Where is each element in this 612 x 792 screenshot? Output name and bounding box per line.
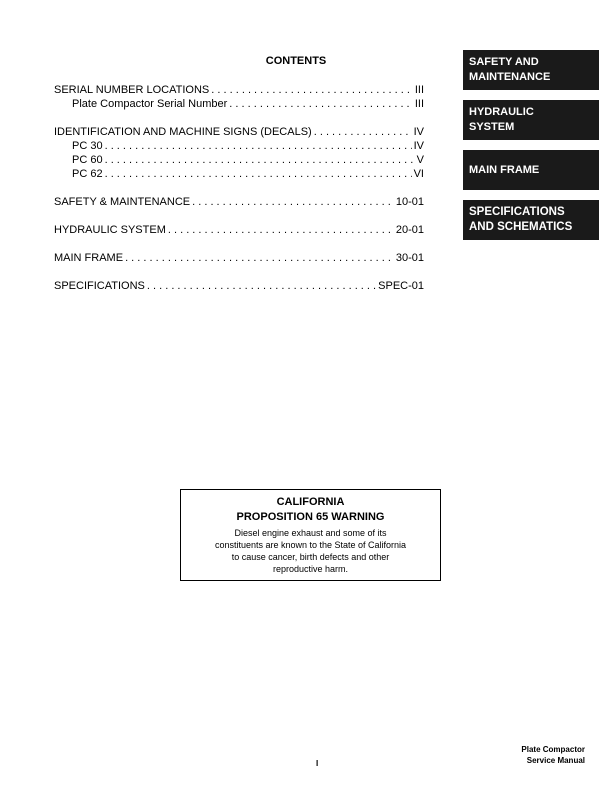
toc-entry-page: III	[414, 84, 424, 96]
tab-hydraulic-system[interactable]	[463, 100, 599, 140]
toc-group	[54, 83, 424, 111]
tab-main-frame[interactable]	[463, 150, 599, 190]
toc-entry-label: IDENTIFICATION AND MACHINE SIGNS (DECALS)	[54, 126, 312, 138]
warning-title: PROPOSITION 65 WARNING	[236, 511, 385, 523]
contents-title: CONTENTS	[265, 55, 327, 67]
toc-group	[54, 279, 424, 293]
footer-title-line: Plate Compactor	[521, 745, 585, 754]
table-of-contents	[54, 83, 424, 307]
toc-entry[interactable]	[54, 223, 424, 237]
toc-entry[interactable]	[54, 195, 424, 209]
toc-entry-page: IV	[413, 126, 424, 138]
toc-entry-label: HYDRAULIC SYSTEM	[54, 224, 166, 236]
toc-entry-page: SPEC-01	[378, 280, 424, 292]
toc-group	[54, 195, 424, 209]
toc-entry-page: 30-01	[395, 252, 424, 264]
warning-text	[181, 527, 440, 575]
toc-entry-page: V	[416, 154, 424, 166]
prop65-warning-box	[180, 489, 441, 581]
toc-leader-dots	[147, 279, 376, 293]
toc-entry[interactable]	[54, 251, 424, 265]
toc-entry[interactable]	[54, 279, 424, 293]
toc-entry[interactable]	[54, 125, 424, 139]
tab-specifications[interactable]	[463, 200, 599, 240]
toc-entry-page: IV	[413, 140, 424, 152]
toc-group	[54, 251, 424, 265]
toc-entry-label: PC 60	[72, 154, 103, 166]
toc-entry-page: 20-01	[395, 224, 424, 236]
toc-leader-dots	[211, 83, 413, 97]
toc-entry-page: 10-01	[395, 196, 424, 208]
toc-entry-label: PC 62	[72, 168, 103, 180]
toc-entry[interactable]	[54, 83, 424, 97]
toc-entry-page: III	[414, 98, 424, 110]
toc-entry[interactable]	[54, 97, 424, 111]
section-tabs	[463, 50, 599, 240]
toc-entry-label: SPECIFICATIONS	[54, 280, 145, 292]
warning-text-line: reproductive harm.	[272, 564, 349, 574]
toc-leader-dots	[192, 195, 394, 209]
toc-leader-dots	[105, 153, 415, 167]
tab-label: HYDRAULIC	[469, 106, 534, 118]
toc-leader-dots	[105, 139, 412, 153]
toc-entry[interactable]	[54, 139, 424, 153]
footer-title	[521, 744, 585, 766]
toc-leader-dots	[125, 251, 394, 265]
tab-label: MAIN FRAME	[469, 163, 540, 176]
tab-safety-maintenance[interactable]	[463, 50, 599, 90]
toc-entry-label: SERIAL NUMBER LOCATIONS	[54, 84, 210, 96]
warning-text-line: Diesel engine exhaust and some of its	[234, 528, 387, 538]
toc-entry-page: VI	[413, 168, 424, 180]
page-number: I	[316, 759, 319, 768]
toc-group	[54, 125, 424, 181]
tab-label: SYSTEM	[469, 121, 515, 133]
tab-label: MAINTENANCE	[469, 71, 551, 83]
toc-entry-label: Plate Compactor Serial Number	[72, 98, 228, 110]
toc-group	[54, 223, 424, 237]
toc-leader-dots	[105, 167, 412, 181]
warning-title: CALIFORNIA	[276, 496, 345, 508]
tab-label: SAFETY AND	[469, 56, 539, 68]
warning-text-line: constituents are known to the State of California	[214, 540, 407, 550]
toc-leader-dots	[314, 125, 412, 139]
footer-title-line: Service Manual	[526, 756, 585, 765]
toc-entry-label: PC 30	[72, 140, 103, 152]
toc-entry[interactable]	[54, 167, 424, 181]
toc-entry-label: MAIN FRAME	[54, 252, 124, 264]
toc-entry[interactable]	[54, 153, 424, 167]
tab-label: AND SCHEMATICS	[469, 221, 573, 233]
tab-label: SPECIFICATIONS	[469, 206, 565, 218]
warning-text-line: to cause cancer, birth defects and other	[231, 552, 390, 562]
toc-entry-label: SAFETY & MAINTENANCE	[54, 196, 191, 208]
toc-leader-dots	[229, 97, 413, 111]
toc-leader-dots	[168, 223, 394, 237]
